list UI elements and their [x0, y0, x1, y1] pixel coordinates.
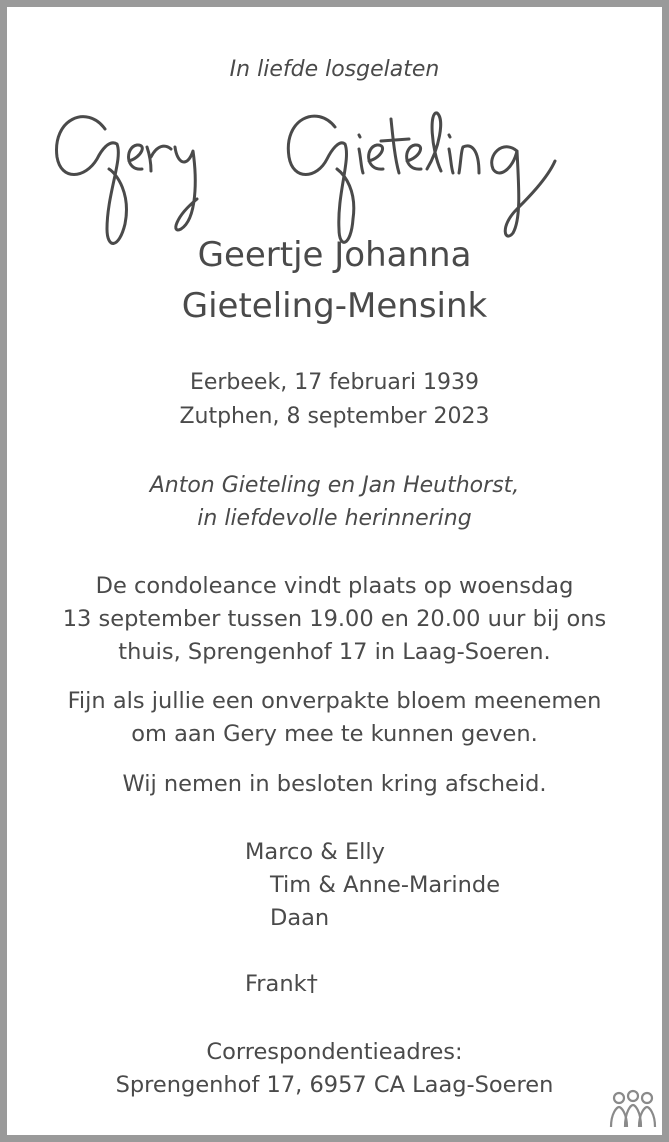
address-label: Correspondentieadres:	[206, 1039, 463, 1065]
flower-line2: om aan Gery mee te kunnen geven.	[131, 721, 538, 747]
obituary-card	[7, 7, 662, 1135]
address-line: Sprengenhof 17, 6957 CA Laag-Soeren	[115, 1072, 554, 1098]
birth-line: Eerbeek, 17 februari 1939	[189, 370, 480, 395]
intro-text: In liefde losgelaten	[229, 57, 440, 82]
condolence-line3: thuis, Sprengenhof 17 in Laag-Soeren.	[118, 639, 551, 665]
flower-line1: Fijn als jullie een onverpakte bloem meenemen	[67, 688, 602, 714]
condolence-line1: De condoleance vindt plaats op woensdag	[95, 573, 574, 599]
full-name-line2: Gieteling-Mensink	[181, 286, 488, 326]
family-member: Frank†	[245, 971, 318, 997]
condolence-line2: 13 september tussen 19.00 en 20.00 uur bij ons	[62, 606, 607, 632]
death-line: Zutphen, 8 september 2023	[179, 404, 490, 429]
full-name-line1: Geertje Johanna	[197, 235, 472, 275]
memorial-line1: Anton Gieteling en Jan Heuthorst,	[149, 473, 520, 498]
family-member: Tim & Anne-Marinde	[270, 872, 501, 898]
people-group-icon	[607, 1089, 659, 1129]
memorial-line2: in liefdevolle herinnering	[197, 506, 472, 531]
family-member: Marco & Elly	[245, 839, 385, 865]
family-member: Daan	[270, 905, 330, 931]
farewell-line: Wij nemen in besloten kring afscheid.	[122, 771, 547, 797]
